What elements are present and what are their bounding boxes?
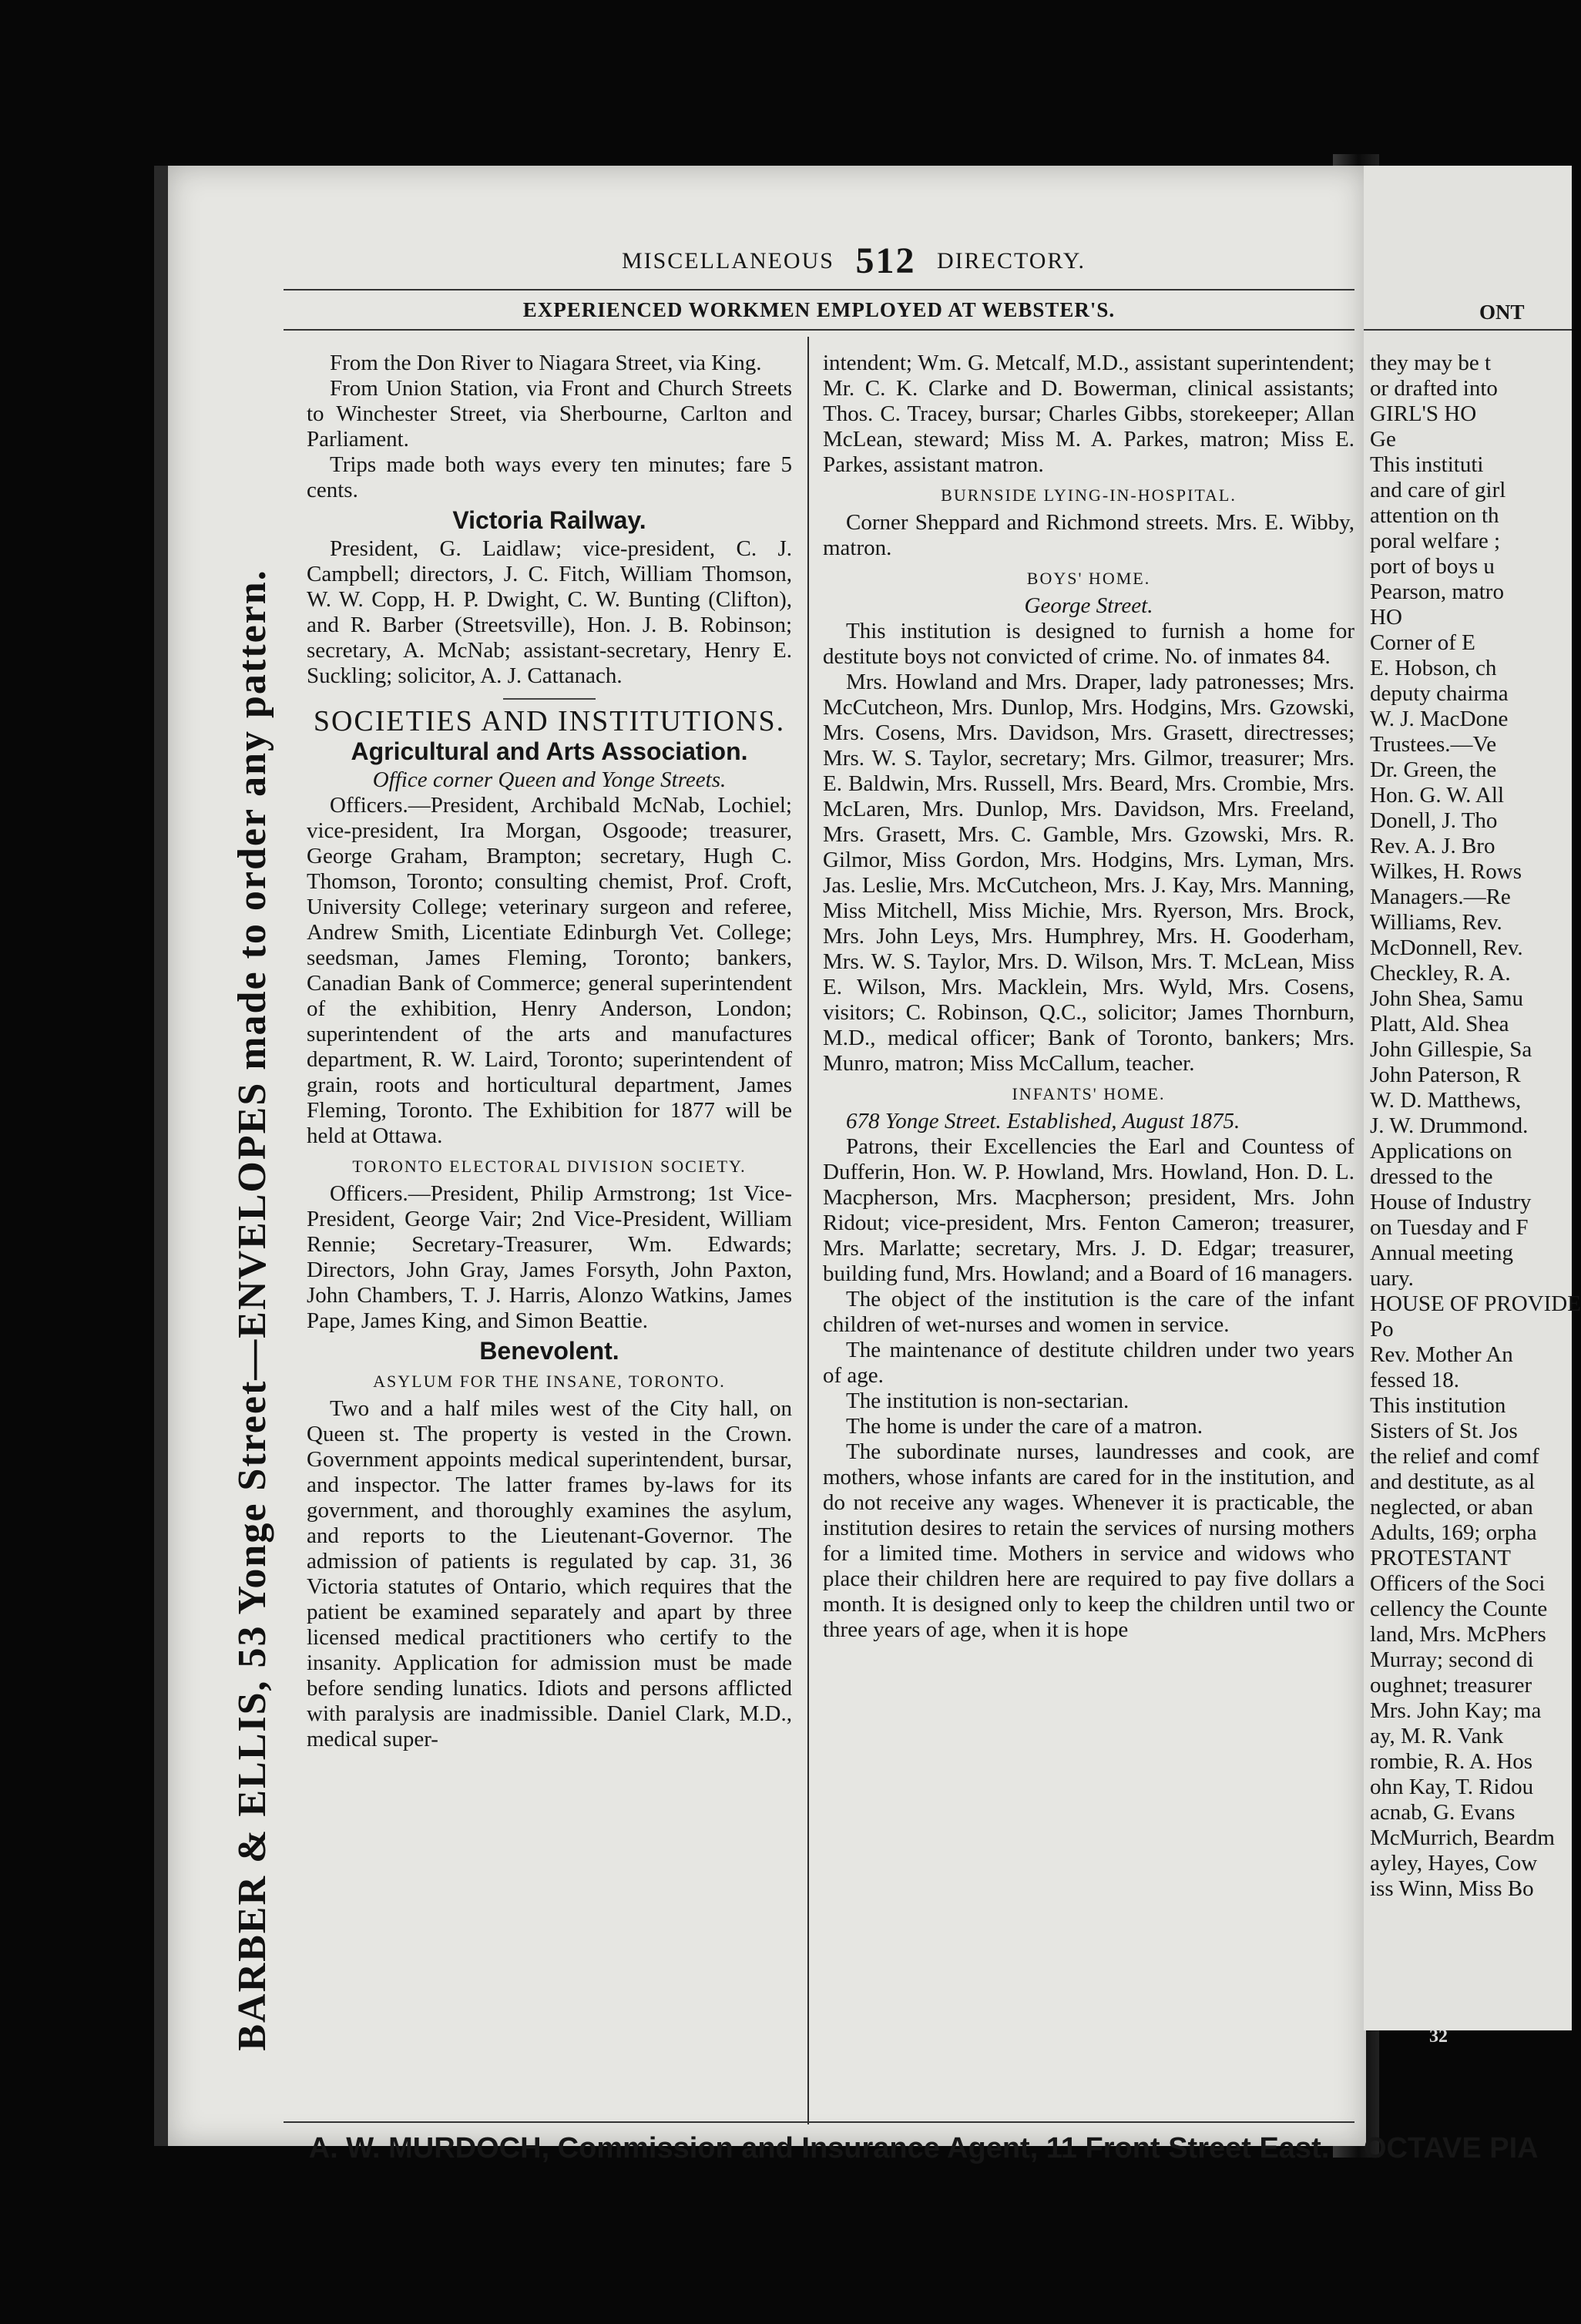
facing-page-line: ayley, Hayes, Cow bbox=[1370, 1851, 1538, 1876]
header-rule-bottom bbox=[284, 329, 1354, 331]
facing-page-line: This institution bbox=[1370, 1393, 1506, 1418]
facing-page-line: Donell, J. Tho bbox=[1370, 808, 1498, 833]
facing-page-line: W. J. MacDone bbox=[1370, 707, 1509, 731]
facing-page-line: J. W. Drummond. bbox=[1370, 1113, 1529, 1138]
facing-page-line: on Tuesday and F bbox=[1370, 1215, 1529, 1240]
facing-page-line: Mrs. John Kay; ma bbox=[1370, 1698, 1542, 1723]
societies-heading: SOCIETIES AND INSTITUTIONS. bbox=[313, 705, 786, 737]
footer-advert: A. W. MURDOCH, Commission and Insurance Agent, 11 Front Street East. bbox=[308, 2132, 1330, 2164]
facing-page-line: neglected, or aban bbox=[1370, 1495, 1533, 1520]
facing-page-line: Ge bbox=[1370, 427, 1396, 452]
paragraph: The object of the institution is the care of the infant children of wet-nurses and women in service. bbox=[823, 1287, 1354, 1337]
facing-page-line: Annual meeting bbox=[1370, 1241, 1514, 1265]
facing-page-line: poral welfare ; bbox=[1370, 529, 1501, 553]
facing-page-line: John Paterson, R bbox=[1370, 1063, 1521, 1087]
facing-page-line: rombie, R. A. Hos bbox=[1370, 1749, 1533, 1774]
facing-page-line: Managers.—Re bbox=[1370, 885, 1511, 909]
facing-page-line: uary. bbox=[1370, 1266, 1414, 1291]
paragraph: Mrs. Howland and Mrs. Draper, lady patronesses; Mrs. McCutcheon, Mrs. Dunlop, Mrs. Hodgins, Mrs. Gzowski, Mrs. Cosens, Mrs. Davidson, Mrs. Grasett, directresses; Mrs. W. S. Taylor, secretary; Mrs. Gilmor, treasurer; Mrs. E. Baldwin, Mrs. Russell, Mrs. Beard, Mrs. Crombie, Mrs. McLaren, Mrs. Dunlop, Mrs. Davidson, Mrs. Freeland, Mrs. Grasett, Mrs. C. Gamble, Mrs. Gzowski, Mrs. R. Gilmor, Miss Gordon, Mrs. Hodgins, Mrs. Lyman, Mrs. Jas. Leslie, Mrs. McCutcheon, Mrs. J. Kay, Mrs. Manning, Miss Mitchell, Miss Michie, Mrs. Ryerson, Mrs. Brock, Mrs. John Leys, Mrs. Humphrey, Mrs. H. Gooderham, Mrs. W. S. Taylor, Mrs. D. Wilson, Mrs. T. McLean, Miss E. Wilson, Mrs. Macklein, Mrs. Wyld, Mrs. Cosens, visitors; C. Robinson, Q.C., solicitor; James Thornburn, M.D., medical officer; Bank of Toronto, bankers; Mrs. Munro, matron; Miss McCallum, teacher. bbox=[823, 670, 1354, 1076]
paragraph: From the Don River to Niagara Street, via King. bbox=[330, 351, 762, 375]
facing-page-line: Hon. G. W. All bbox=[1370, 783, 1505, 808]
running-head-right: DIRECTORY. bbox=[936, 248, 1086, 274]
facing-page-line: and care of girl bbox=[1370, 478, 1506, 502]
paragraph: intendent; Wm. G. Metcalf, M.D., assistant superintendent; Mr. C. K. Clarke and D. Bowerman, clinical assistants; Thos. C. Tracey, bursar; Charles Gibbs, storekeeper; Allan McLean, steward; Miss M. A. Parkes, matron; Miss E. Parkes, assistant matron. bbox=[823, 351, 1354, 477]
facing-page-line: Po bbox=[1370, 1317, 1394, 1342]
infants-home-address: 678 Yonge Street. Established, August 1875. bbox=[846, 1109, 1240, 1133]
facing-page-line: Checkley, R. A. bbox=[1370, 961, 1511, 986]
paragraph: Two and a half miles west of the City hall, on Queen st. The property is vested in the Crown. Government appoints medical superintendent, bursar, and inspector. The latter frames by-laws for its government, and thoroughly examines the asylum, and reports to the Lieutenant-Governor. The admission of patients is regulated by cap. 31, 36 Victoria statutes of Ontario, which requires that the patient be examined separately and apart by three licensed medical practitioners who certify to the insanity. Application for admission must be made before sending lunatics. Idiots and persons afflicted with paralysis are inadmissible. Daniel Clark, M.D., medical super- bbox=[307, 1396, 792, 1751]
facing-page-line: Trustees.—Ve bbox=[1370, 732, 1497, 757]
middle-column bbox=[823, 351, 1354, 1643]
paragraph: Trips made both ways every ten minutes; fare 5 cents. bbox=[307, 452, 792, 502]
facing-page-line: Officers of the Soci bbox=[1370, 1571, 1546, 1596]
facing-page-line: deputy chairma bbox=[1370, 681, 1509, 706]
paragraph: The maintenance of destitute children under two years of age. bbox=[823, 1338, 1354, 1388]
victoria-railway-heading: Victoria Railway. bbox=[452, 506, 646, 534]
facing-page-line: cellency the Counte bbox=[1370, 1597, 1548, 1621]
facing-page-line: Pearson, matro bbox=[1370, 579, 1504, 604]
boys-home-street: George Street. bbox=[1024, 593, 1153, 618]
facing-page-line: dressed to the bbox=[1370, 1164, 1493, 1189]
facing-header-rule bbox=[1364, 329, 1572, 331]
facing-page-line: GIRL'S HO bbox=[1370, 401, 1477, 426]
facing-page-line: iss Winn, Miss Bo bbox=[1370, 1876, 1534, 1901]
benevolent-heading: Benevolent. bbox=[479, 1337, 619, 1365]
paragraph: The home is under the care of a matron. bbox=[846, 1414, 1203, 1439]
burnside-heading: BURNSIDE LYING-IN-HOSPITAL. bbox=[941, 485, 1237, 505]
facing-page-line: port of boys u bbox=[1370, 554, 1495, 579]
left-column bbox=[307, 351, 792, 1752]
facing-page-line: Dr. Green, the bbox=[1370, 757, 1497, 782]
paragraph: Officers.—President, Archibald McNab, Lochiel; vice-president, Ira Morgan, Osgoode; treasurer, George Graham, Brampton; secretary, Hugh C. Thomson, Toronto; consulting chemist, Prof. Croft, University College; veterinary surgeon and referee, Andrew Smith, Licentiate Edinburgh Vet. College; seedsman, James Fleming, Toronto; bankers, Canadian Bank of Commerce; general superintendent of the exhibition, Henry Anderson, London; superintendent of the arts and manufactures department, R. W. Laird, Toronto; superintendent of grain, roots and horticultural department, James Fleming, Toronto. The Exhibition for 1877 will be held at Ottawa. bbox=[307, 793, 792, 1148]
facing-page-line: House of Industry bbox=[1370, 1190, 1532, 1214]
infants-home-heading: INFANTS' HOME. bbox=[1012, 1084, 1166, 1103]
facing-page-line: HOUSE OF PROVIDE bbox=[1370, 1291, 1581, 1316]
facing-footer-number: 32 bbox=[1429, 2027, 1448, 2047]
header-rule-top bbox=[284, 289, 1354, 290]
facing-page-line: Wilkes, H. Rows bbox=[1370, 859, 1522, 884]
boys-home-heading: BOYS' HOME. bbox=[1026, 569, 1151, 588]
page-number: 512 bbox=[855, 240, 916, 281]
paragraph: Patrons, their Excellencies the Earl and Countess of Dufferin, Hon. W. P. Howland, Mrs. Howland, Hon. D. L. Macpherson, Mrs. Macpherson; president, Mrs. John Ridout; vice-president, Mrs. Fenton Cameron; treasurer, Mrs. Marlatte; secretary, Mrs. J. D. Edgar; treasurer, building fund, Mrs. Howland; and a Board of 16 managers. bbox=[823, 1134, 1354, 1286]
facing-page-line: ay, M. R. Vank bbox=[1370, 1724, 1504, 1748]
facing-page-line: ohn Kay, T. Ridou bbox=[1370, 1775, 1534, 1799]
paragraph: Corner Sheppard and Richmond streets. Mrs. E. Wibby, matron. bbox=[823, 510, 1354, 560]
paragraph: President, G. Laidlaw; vice-president, C. J. Campbell; directors, J. C. Fitch, William Thomson, W. W. Copp, H. P. Dwight, C. W. Bunting (Clifton), and R. Barber (Streetsville), Hon. J. B. Robinson; secretary, A. McNab; assistant-secretary, Henry E. Suckling; solicitor, A. J. Cattanach. bbox=[307, 536, 792, 688]
paragraph: Officers.—President, Philip Armstrong; 1st Vice-President, George Vair; 2nd Vice-President, William Rennie; Secretary-Treasurer, Wm. Edwards; Directors, John Gray, James Forsyth, John Paxton, John Chambers, T. J. Harris, Alonzo Watkins, James Pape, James King, and Simon Beattie. bbox=[307, 1181, 792, 1333]
facing-page-line: or drafted into bbox=[1370, 376, 1498, 401]
facing-page-line: Murray; second di bbox=[1370, 1647, 1534, 1672]
agricultural-heading: Agricultural and Arts Association. bbox=[351, 737, 748, 765]
facing-page-line: PROTESTANT bbox=[1370, 1546, 1511, 1570]
facing-page-line: W. D. Matthews, bbox=[1370, 1088, 1522, 1113]
directory-page bbox=[154, 166, 1366, 2164]
running-head-left: MISCELLANEOUS bbox=[621, 248, 834, 274]
facing-page-line: Rev. Mother An bbox=[1370, 1342, 1513, 1367]
electoral-society-heading: TORONTO ELECTORAL DIVISION SOCIETY. bbox=[352, 1157, 747, 1176]
facing-page-line: E. Hobson, ch bbox=[1370, 656, 1497, 680]
facing-footer-advert: OCTAVE PIA bbox=[1364, 2132, 1539, 2164]
facing-page-line: Sisters of St. Jos bbox=[1370, 1419, 1518, 1443]
facing-page-line: Corner of E bbox=[1370, 630, 1475, 655]
facing-page-line: Platt, Ald. Shea bbox=[1370, 1012, 1509, 1036]
facing-page-line: acnab, G. Evans bbox=[1370, 1800, 1516, 1825]
facing-page-line: John Gillespie, Sa bbox=[1370, 1037, 1532, 1062]
facing-running-head: ONT bbox=[1479, 301, 1525, 324]
column-divider bbox=[807, 337, 809, 2124]
facing-page-line: Williams, Rev. bbox=[1370, 910, 1502, 935]
facing-page-line: attention on th bbox=[1370, 503, 1499, 528]
facing-page-line: John Shea, Samu bbox=[1370, 986, 1523, 1011]
running-head bbox=[545, 240, 1162, 282]
facing-page-line: This instituti bbox=[1370, 452, 1484, 477]
facing-page-line: McMurrich, Beardm bbox=[1370, 1825, 1555, 1850]
advert-subtitle: EXPERIENCED WORKMEN EMPLOYED AT WEBSTER'S. bbox=[522, 298, 1116, 321]
facing-page-line: HO bbox=[1370, 605, 1402, 630]
facing-page-text bbox=[1370, 351, 1581, 1902]
footer-rule bbox=[284, 2121, 1354, 2123]
section-divider bbox=[503, 698, 596, 700]
facing-page-line: fessed 18. bbox=[1370, 1368, 1459, 1392]
paragraph: The subordinate nurses, laundresses and cook, are mothers, whose infants are cared for in the institution, and do not receive any wages. Whenever it is practicable, the institution desires to retain the services of nursing mothers for a limited time. Mothers in service and widows who place their children here are required to pay five dollars a month. It is designed only to keep the children until two or three years of age, when it is hope bbox=[823, 1439, 1354, 1642]
facing-page-line: McDonnell, Rev. bbox=[1370, 935, 1523, 960]
facing-page-line: they may be t bbox=[1370, 351, 1492, 375]
facing-page-line: Adults, 169; orpha bbox=[1370, 1520, 1537, 1545]
facing-page-line: land, Mrs. McPhers bbox=[1370, 1622, 1546, 1647]
agricultural-office: Office corner Queen and Yonge Streets. bbox=[372, 767, 727, 792]
facing-page-line: Rev. A. J. Bro bbox=[1370, 834, 1495, 858]
facing-page-line: Applications on bbox=[1370, 1139, 1512, 1164]
asylum-heading: ASYLUM FOR THE INSANE, TORONTO. bbox=[373, 1372, 726, 1391]
paragraph: This institution is designed to furnish a home for destitute boys not convicted of crime. No. of inmates 84. bbox=[823, 619, 1354, 669]
paragraph: The institution is non-sectarian. bbox=[846, 1389, 1130, 1413]
facing-page-line: oughnet; treasurer bbox=[1370, 1673, 1532, 1698]
side-advert-banner: BARBER & ELLIS, 53 Yonge Street—ENVELOPES made to order any pattern. bbox=[230, 569, 274, 2051]
facing-page-line: and destitute, as al bbox=[1370, 1469, 1536, 1494]
facing-page-line: the relief and comf bbox=[1370, 1444, 1539, 1469]
paragraph: From Union Station, via Front and Church Streets to Winchester Street, via Sherbourne, Carlton and Parliament. bbox=[307, 376, 792, 452]
